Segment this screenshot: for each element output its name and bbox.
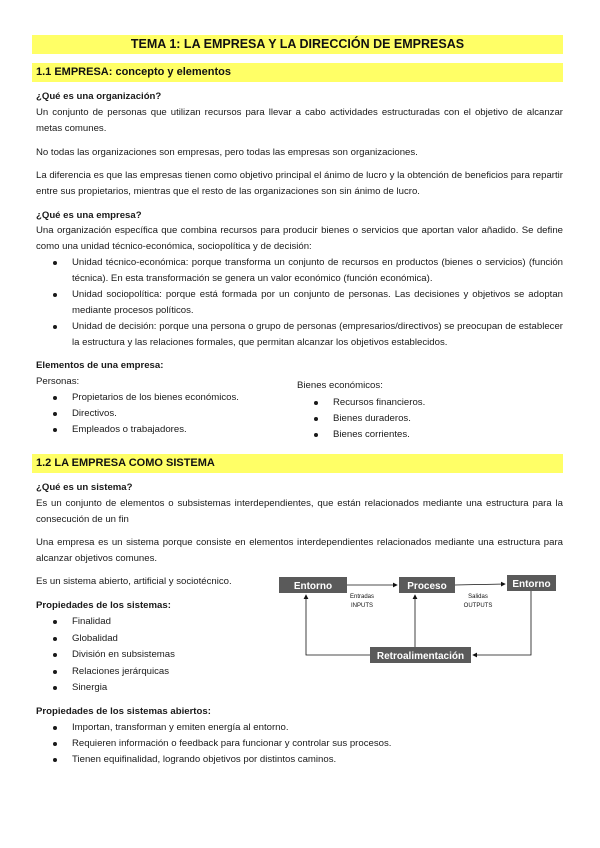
goods-label: Bienes económicos: (297, 380, 383, 391)
props-heading: Propiedades de los sistemas: (36, 600, 171, 611)
section-heading-empresa: 1.1 EMPRESA: concepto y elementos (32, 63, 563, 82)
list-item: Unidad técnico-económica: porque transforma un conjunto de recursos en productos (bienes o servicios) (función técnica). En esta transformación se genera un valor económico (función económica). (36, 255, 563, 287)
label-outputs: OUTPUTS (463, 603, 493, 609)
list-item: Bienes corrientes. (297, 427, 547, 443)
list-item: Globalidad (36, 631, 276, 648)
open-props-list (36, 720, 563, 768)
list-item: Directivos. (36, 406, 286, 422)
list-item: División en subsistemas (36, 647, 276, 664)
people-label: Personas: (36, 376, 80, 387)
arrow-outputs (455, 584, 505, 585)
paragraph-abierto: Es un sistema abierto, artificial y sociotécnico. (36, 576, 232, 587)
paragraph-sistema: Es un conjunto de elementos o subsistemas interdependientes, que están relacionados mediante una estructura para la consecución de un fin (36, 498, 563, 525)
section-heading-sistema: 1.2 LA EMPRESA COMO SISTEMA (32, 454, 563, 473)
label-salidas: Salidas (468, 594, 488, 600)
label-entorno-left: Entorno (293, 581, 333, 592)
question-sistema: ¿Qué es un sistema? (36, 482, 133, 493)
list-item: Finalidad (36, 614, 276, 631)
open-props-heading: Propiedades de los sistemas abiertos: (36, 706, 211, 717)
question-empresa: ¿Qué es una empresa? (36, 210, 142, 221)
units-list (36, 255, 563, 351)
label-entorno-right: Entorno (512, 579, 551, 590)
list-item: Tienen equifinalidad, logrando objetivos por distintos caminos. (36, 752, 563, 768)
list-item: Requieren información o feedback para funcionar y controlar sus procesos. (36, 736, 563, 752)
list-item: Unidad de decisión: porque una persona o grupo de personas (empresarios/directivos) se preocupan de establecer la estructura y las relaciones formales, que permitan alcanzar los objetivos establecidos. (36, 319, 563, 351)
page-title: TEMA 1: LA EMPRESA Y LA DIRECCIÓN DE EMPRESAS (32, 35, 563, 54)
list-item: Importan, transforman y emiten energía al entorno. (36, 720, 563, 736)
paragraph-organizacion: Un conjunto de personas que utilizan recursos para llevar a cabo actividades estructuradas con el objetivo de alcanzar metas comunes. (36, 107, 563, 134)
paragraph-empresa: Una organización específica que combina recursos para producir bienes o servicios que aportan valor añadido. Se define como una unidad técnico-económica, sociopolítica y de decisión: (36, 225, 563, 252)
list-item: Bienes duraderos. (297, 411, 547, 427)
props-list (36, 614, 276, 697)
list-item: Sinergia (36, 680, 276, 697)
elements-heading: Elementos de una empresa: (36, 360, 164, 371)
list-item: Unidad sociopolítica: porque está formada por un conjunto de personas. Las decisiones y objetivos se adoptan mediante procesos políticos. (36, 287, 563, 319)
people-list (36, 390, 286, 438)
system-diagram (275, 572, 560, 672)
paragraph-diferencia: La diferencia es que las empresas tienen como objetivo principal el ánimo de lucro y la obtención de beneficios para repartir entre sus propietarios, mientras que el resto de las organizaciones son sin ánimo de lucro. (36, 170, 563, 197)
question-organizacion: ¿Qué es una organización? (36, 91, 162, 102)
label-retroalimentacion: Retroalimentación (376, 651, 465, 662)
paragraph-empresa-sistema: Una empresa es un sistema porque consiste en elementos interdependientes relacionados mediante una estructura para alcanzar objetivos comunes. (36, 537, 563, 564)
label-inputs: INPUTS (350, 603, 374, 609)
paragraph-no-todas: No todas las organizaciones son empresas, pero todas las empresas son organizaciones. (36, 147, 418, 158)
arrow-feedback-in (473, 591, 531, 655)
list-item: Recursos financieros. (297, 395, 547, 411)
list-item: Propietarios de los bienes económicos. (36, 390, 286, 406)
label-entradas: Entradas (349, 594, 375, 600)
list-item: Relaciones jerárquicas (36, 664, 276, 681)
list-item: Empleados o trabajadores. (36, 422, 286, 438)
goods-list (297, 395, 547, 443)
label-proceso: Proceso (407, 581, 447, 592)
